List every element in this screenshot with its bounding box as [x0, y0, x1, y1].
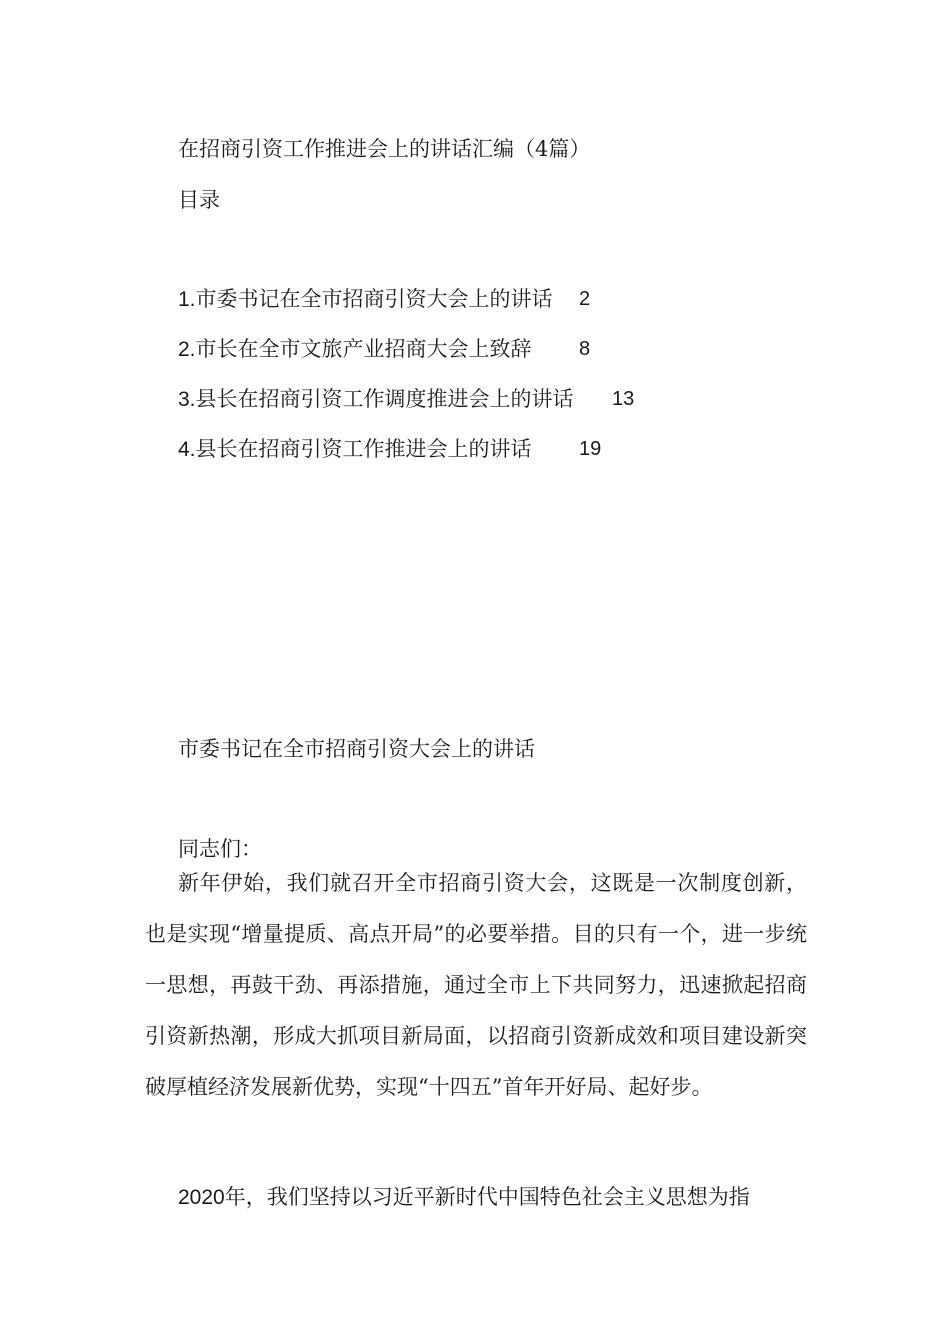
body-paragraph: 新年伊始，我们就召开全市招商引资大会，这既是一次制度创新，也是实现“增量提质、高点开局”的必要举措。目的只有一个，进一步统一思想，再鼓干劲、再添措施，通过全市上下共同努力，迅速掀起招商引资新热潮，形成大抓项目新局面，以招商引资新成效和项目建设新突破厚植经济发展新优势，实现“十四五”首年开好局、起好步。	[145, 871, 807, 1099]
toc-item-number: 1.	[178, 288, 196, 311]
document-title: 在招商引资工作推进会上的讲话汇编（4篇）	[178, 137, 591, 161]
greeting: 同志们：	[178, 837, 262, 861]
toc-item-text: 市委书记在全市招商引资大会上的讲话	[195, 287, 553, 311]
section-title: 市委书记在全市招商引资大会上的讲话	[178, 737, 535, 761]
toc-item-text: 县长在招商引资工作推进会上的讲话	[195, 437, 532, 461]
toc-item[interactable]	[178, 284, 553, 315]
toc-item-page: 19	[579, 438, 602, 460]
toc-item[interactable]	[178, 334, 532, 365]
paragraph-year: 2020	[178, 1186, 225, 1209]
paragraph-text: 年，我们坚持以习近平新时代中国特色社会主义思想为指	[224, 1185, 750, 1209]
toc-item-text: 市长在全市文旅产业招商大会上致辞	[195, 337, 532, 361]
toc-item[interactable]	[178, 384, 574, 415]
toc-item-text: 县长在招商引资工作调度推进会上的讲话	[195, 387, 574, 411]
toc-item-number: 4.	[178, 438, 196, 461]
toc-item-page: 2	[579, 288, 591, 310]
toc-item[interactable]	[178, 434, 532, 465]
body-paragraph	[145, 1172, 807, 1223]
toc-item-page: 8	[579, 338, 591, 360]
toc-item-number: 3.	[178, 388, 196, 411]
toc-heading: 目录	[178, 188, 220, 212]
toc-item-number: 2.	[178, 338, 196, 361]
toc-item-page: 13	[612, 388, 635, 410]
